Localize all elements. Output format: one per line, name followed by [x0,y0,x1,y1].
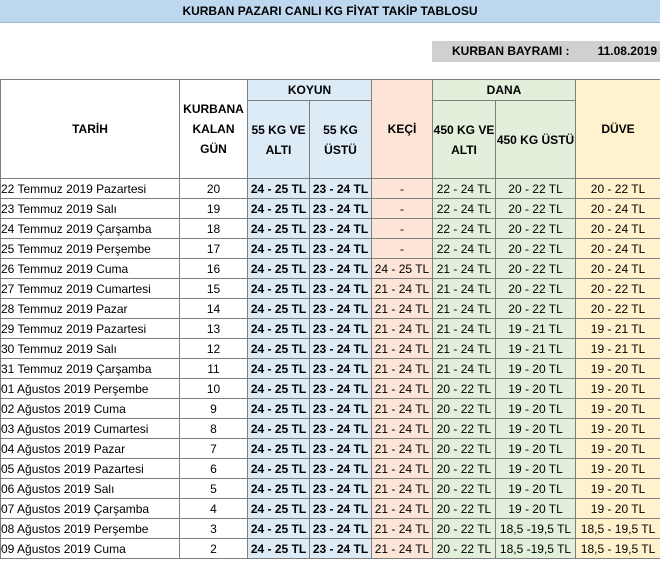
cell-dana-450-ustu: 18,5 -19,5 TL [496,519,576,539]
cell-keci: 21 - 24 TL [372,339,433,359]
cell-koyun-55-ustu: 23 - 24 TL [310,259,372,279]
cell-duve: 19 - 20 TL [576,399,660,419]
cell-tarih: 09 Ağustos 2019 Cuma [1,539,180,559]
cell-koyun-55-alti: 24 - 25 TL [248,539,310,559]
cell-duve: 19 - 20 TL [576,359,660,379]
cell-duve: 20 - 22 TL [576,279,660,299]
cell-koyun-55-alti: 24 - 25 TL [248,339,310,359]
cell-dana-450-ustu: 20 - 22 TL [496,239,576,259]
cell-koyun-55-alti: 24 - 25 TL [248,299,310,319]
header-tarih: TARİH [1,80,180,179]
cell-dana-450-alti: 21 - 24 TL [433,279,496,299]
cell-dana-450-alti: 22 - 24 TL [433,179,496,199]
cell-koyun-55-ustu: 23 - 24 TL [310,379,372,399]
cell-tarih: 28 Temmuz 2019 Pazar [1,299,180,319]
cell-koyun-55-alti: 24 - 25 TL [248,399,310,419]
cell-tarih: 02 Ağustos 2019 Cuma [1,399,180,419]
table-row [1,479,660,499]
price-table [0,79,660,559]
cell-kalan-gun: 20 [180,179,248,199]
cell-dana-450-alti: 22 - 24 TL [433,199,496,219]
cell-keci: 21 - 24 TL [372,499,433,519]
cell-keci: - [372,199,433,219]
cell-koyun-55-ustu: 23 - 24 TL [310,219,372,239]
cell-dana-450-alti: 20 - 22 TL [433,379,496,399]
cell-dana-450-ustu: 20 - 22 TL [496,299,576,319]
cell-dana-450-alti: 20 - 22 TL [433,459,496,479]
cell-dana-450-alti: 20 - 22 TL [433,519,496,539]
cell-koyun-55-ustu: 23 - 24 TL [310,359,372,379]
cell-kalan-gun: 17 [180,239,248,259]
table-row [1,299,660,319]
cell-kalan-gun: 8 [180,419,248,439]
cell-tarih: 04 Ağustos 2019 Pazar [1,439,180,459]
cell-dana-450-ustu: 19 - 20 TL [496,479,576,499]
cell-keci: 21 - 24 TL [372,359,433,379]
bayram-date-box [432,41,660,62]
cell-kalan-gun: 19 [180,199,248,219]
table-row [1,399,660,419]
cell-duve: 20 - 22 TL [576,299,660,319]
cell-tarih: 05 Ağustos 2019 Pazartesi [1,459,180,479]
cell-koyun-55-alti: 24 - 25 TL [248,279,310,299]
table-row [1,219,660,239]
cell-dana-450-ustu: 19 - 20 TL [496,419,576,439]
cell-duve: 19 - 20 TL [576,479,660,499]
cell-dana-450-ustu: 19 - 21 TL [496,339,576,359]
cell-tarih: 01 Ağustos 2019 Perşembe [1,379,180,399]
cell-koyun-55-ustu: 23 - 24 TL [310,499,372,519]
cell-keci: 21 - 24 TL [372,419,433,439]
cell-duve: 19 - 20 TL [576,459,660,479]
cell-tarih: 29 Temmuz 2019 Pazartesi [1,319,180,339]
cell-dana-450-alti: 21 - 24 TL [433,259,496,279]
cell-tarih: 27 Temmuz 2019 Cumartesi [1,279,180,299]
cell-dana-450-alti: 21 - 24 TL [433,339,496,359]
table-row [1,239,660,259]
cell-kalan-gun: 9 [180,399,248,419]
header-duve: DÜVE [576,80,660,179]
cell-koyun-55-alti: 24 - 25 TL [248,319,310,339]
cell-tarih: 31 Temmuz 2019 Çarşamba [1,359,180,379]
cell-dana-450-alti: 22 - 24 TL [433,239,496,259]
cell-tarih: 03 Ağustos 2019 Cumartesi [1,419,180,439]
cell-tarih: 26 Temmuz 2019 Cuma [1,259,180,279]
cell-dana-450-ustu: 19 - 20 TL [496,399,576,419]
cell-keci: 21 - 24 TL [372,379,433,399]
cell-koyun-55-ustu: 23 - 24 TL [310,519,372,539]
header-koyun-55-ustu: 55 KG ÜSTÜ [310,101,372,179]
cell-kalan-gun: 5 [180,479,248,499]
cell-keci: 21 - 24 TL [372,279,433,299]
cell-duve: 20 - 22 TL [576,179,660,199]
cell-keci: 21 - 24 TL [372,519,433,539]
cell-dana-450-ustu: 20 - 22 TL [496,259,576,279]
cell-duve: 19 - 20 TL [576,379,660,399]
cell-dana-450-ustu: 19 - 20 TL [496,439,576,459]
cell-keci: - [372,179,433,199]
table-row [1,279,660,299]
cell-koyun-55-alti: 24 - 25 TL [248,439,310,459]
cell-dana-450-ustu: 19 - 20 TL [496,459,576,479]
cell-kalan-gun: 10 [180,379,248,399]
cell-keci: 21 - 24 TL [372,299,433,319]
cell-koyun-55-ustu: 23 - 24 TL [310,239,372,259]
table-row [1,199,660,219]
cell-tarih: 06 Ağustos 2019 Salı [1,479,180,499]
cell-dana-450-ustu: 19 - 20 TL [496,359,576,379]
cell-koyun-55-alti: 24 - 25 TL [248,379,310,399]
cell-tarih: 30 Temmuz 2019 Salı [1,339,180,359]
cell-tarih: 22 Temmuz 2019 Pazartesi [1,179,180,199]
cell-kalan-gun: 6 [180,459,248,479]
cell-koyun-55-alti: 24 - 25 TL [248,459,310,479]
cell-kalan-gun: 4 [180,499,248,519]
cell-kalan-gun: 2 [180,539,248,559]
cell-dana-450-alti: 20 - 22 TL [433,439,496,459]
cell-duve: 19 - 20 TL [576,419,660,439]
cell-dana-450-ustu: 19 - 21 TL [496,319,576,339]
cell-dana-450-alti: 20 - 22 TL [433,419,496,439]
cell-koyun-55-alti: 24 - 25 TL [248,519,310,539]
cell-koyun-55-alti: 24 - 25 TL [248,199,310,219]
cell-kalan-gun: 3 [180,519,248,539]
table-row [1,419,660,439]
table-row [1,179,660,199]
cell-duve: 20 - 24 TL [576,239,660,259]
table-row [1,539,660,559]
cell-dana-450-alti: 20 - 22 TL [433,479,496,499]
table-row [1,359,660,379]
table-row [1,459,660,479]
cell-duve: 19 - 20 TL [576,499,660,519]
cell-koyun-55-alti: 24 - 25 TL [248,499,310,519]
cell-kalan-gun: 12 [180,339,248,359]
cell-keci: 24 - 25 TL [372,259,433,279]
cell-tarih: 25 Temmuz 2019 Perşembe [1,239,180,259]
cell-dana-450-ustu: 19 - 20 TL [496,499,576,519]
cell-keci: 21 - 24 TL [372,439,433,459]
cell-koyun-55-ustu: 23 - 24 TL [310,439,372,459]
header-kurbana-kalan-gun: KURBANA KALAN GÜN [180,80,248,179]
table-row [1,439,660,459]
cell-dana-450-alti: 21 - 24 TL [433,359,496,379]
cell-dana-450-ustu: 20 - 22 TL [496,179,576,199]
table-row [1,319,660,339]
cell-koyun-55-ustu: 23 - 24 TL [310,479,372,499]
cell-koyun-55-ustu: 23 - 24 TL [310,459,372,479]
cell-kalan-gun: 14 [180,299,248,319]
cell-dana-450-ustu: 19 - 20 TL [496,379,576,399]
cell-koyun-55-ustu: 23 - 24 TL [310,179,372,199]
table-row [1,519,660,539]
cell-dana-450-ustu: 20 - 22 TL [496,279,576,299]
cell-koyun-55-ustu: 23 - 24 TL [310,319,372,339]
cell-kalan-gun: 7 [180,439,248,459]
cell-kalan-gun: 13 [180,319,248,339]
cell-duve: 18,5 - 19,5 TL [576,539,660,559]
table-row [1,259,660,279]
cell-keci: 21 - 24 TL [372,539,433,559]
cell-duve: 20 - 24 TL [576,219,660,239]
cell-dana-450-ustu: 20 - 22 TL [496,219,576,239]
cell-dana-450-alti: 20 - 22 TL [433,399,496,419]
cell-dana-450-alti: 20 - 22 TL [433,499,496,519]
cell-duve: 19 - 21 TL [576,319,660,339]
cell-duve: 18,5 - 19,5 TL [576,519,660,539]
bayram-date: 11.08.2019 [597,44,657,58]
cell-tarih: 24 Temmuz 2019 Çarşamba [1,219,180,239]
cell-koyun-55-ustu: 23 - 24 TL [310,539,372,559]
cell-kalan-gun: 15 [180,279,248,299]
cell-dana-450-alti: 21 - 24 TL [433,299,496,319]
cell-koyun-55-ustu: 23 - 24 TL [310,199,372,219]
cell-duve: 20 - 24 TL [576,259,660,279]
cell-koyun-55-ustu: 23 - 24 TL [310,339,372,359]
cell-koyun-55-alti: 24 - 25 TL [248,219,310,239]
cell-dana-450-alti: 20 - 22 TL [433,539,496,559]
cell-koyun-55-alti: 24 - 25 TL [248,179,310,199]
header-dana: DANA [433,80,576,101]
cell-koyun-55-ustu: 23 - 24 TL [310,419,372,439]
cell-koyun-55-alti: 24 - 25 TL [248,239,310,259]
cell-koyun-55-ustu: 23 - 24 TL [310,299,372,319]
header-dana-450-alti: 450 KG VE ALTI [433,101,496,179]
cell-duve: 19 - 21 TL [576,339,660,359]
cell-keci: 21 - 24 TL [372,459,433,479]
cell-tarih: 07 Ağustos 2019 Çarşamba [1,499,180,519]
cell-keci: - [372,239,433,259]
cell-kalan-gun: 16 [180,259,248,279]
cell-keci: 21 - 24 TL [372,399,433,419]
cell-dana-450-alti: 21 - 24 TL [433,319,496,339]
cell-kalan-gun: 11 [180,359,248,379]
cell-keci: 21 - 24 TL [372,479,433,499]
cell-keci: 21 - 24 TL [372,319,433,339]
cell-dana-450-ustu: 20 - 22 TL [496,199,576,219]
cell-koyun-55-alti: 24 - 25 TL [248,479,310,499]
cell-koyun-55-alti: 24 - 25 TL [248,419,310,439]
sheet-title: KURBAN PAZARI CANLI KG FİYAT TAKİP TABLOSU [0,0,660,23]
cell-dana-450-alti: 22 - 24 TL [433,219,496,239]
table-row [1,339,660,359]
cell-koyun-55-alti: 24 - 25 TL [248,259,310,279]
header-koyun: KOYUN [248,80,372,101]
cell-keci: - [372,219,433,239]
cell-dana-450-ustu: 18,5 -19,5 TL [496,539,576,559]
header-koyun-55-alti: 55 KG VE ALTI [248,101,310,179]
header-dana-450-ustu: 450 KG ÜSTÜ [496,101,576,179]
cell-kalan-gun: 18 [180,219,248,239]
cell-tarih: 23 Temmuz 2019 Salı [1,199,180,219]
cell-koyun-55-ustu: 23 - 24 TL [310,399,372,419]
bayram-label: KURBAN BAYRAMI : [452,44,570,58]
cell-koyun-55-alti: 24 - 25 TL [248,359,310,379]
table-row [1,499,660,519]
cell-koyun-55-ustu: 23 - 24 TL [310,279,372,299]
header-keci: KEÇİ [372,80,433,179]
cell-tarih: 08 Ağustos 2019 Perşembe [1,519,180,539]
cell-duve: 20 - 24 TL [576,199,660,219]
cell-duve: 19 - 20 TL [576,439,660,459]
table-row [1,379,660,399]
